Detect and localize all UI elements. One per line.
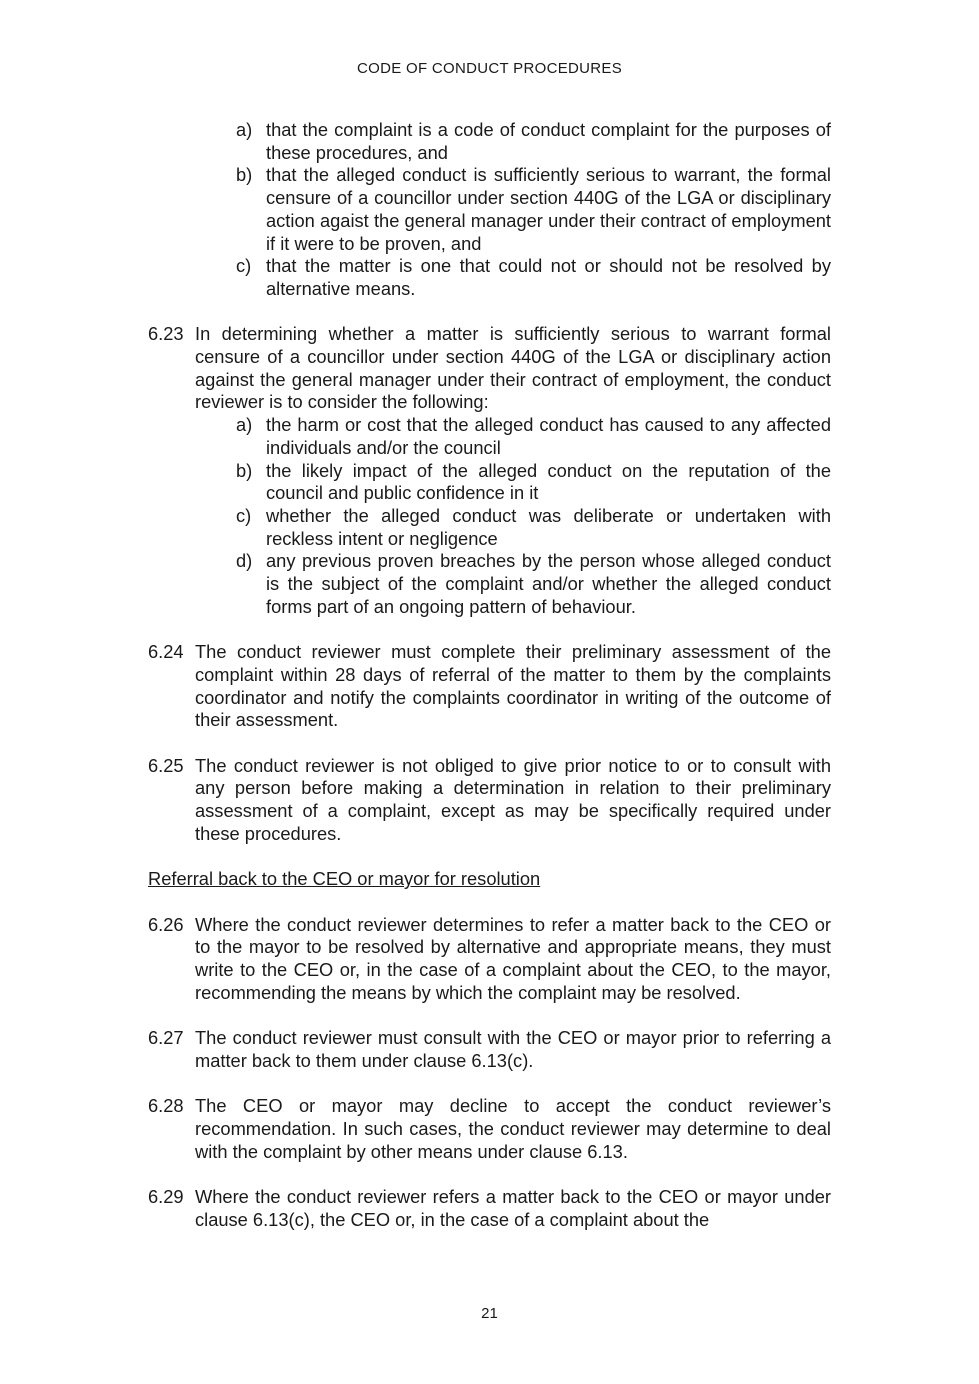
clause-text: The conduct reviewer must consult with the CEO or mayor prior to referring a matter back to them under clause 6.13(c). bbox=[195, 1027, 831, 1071]
list-item-text: the harm or cost that the alleged conduct has caused to any affected individuals and/or the council bbox=[266, 414, 831, 458]
list-item bbox=[236, 550, 831, 618]
clause-text: Where the conduct reviewer determines to refer a matter back to the CEO or to the mayor to be resolved by alternative and appropriate means, they must write to the CEO or, in the case of a complaint about the CEO, to the mayor, recommending the means by which the complaint may be resolved. bbox=[195, 913, 831, 1003]
section-heading: Referral back to the CEO or mayor for resolution bbox=[148, 868, 541, 890]
clause-6-23 bbox=[148, 323, 831, 414]
list-item-text: that the matter is one that could not or should not be resolved by alternative means. bbox=[266, 255, 831, 299]
list-item-label: a) bbox=[236, 414, 253, 436]
list-item-text: the likely impact of the alleged conduct on the reputation of the council and public confidence in it bbox=[266, 459, 831, 504]
clause-6-28 bbox=[148, 1095, 831, 1163]
list-item-label: b) bbox=[236, 459, 253, 481]
clause-number: 6.28 bbox=[148, 1095, 184, 1117]
list-item bbox=[236, 505, 831, 550]
list-item bbox=[236, 119, 831, 164]
clause-text: In determining whether a matter is sufficiently serious to warrant formal censure of a councillor under section 440G of the LGA or disciplinary action against the general manager under their contract of employment, the conduct reviewer is to consider the following: bbox=[195, 323, 831, 413]
clause-number: 6.25 bbox=[148, 754, 184, 776]
clause-number: 6.24 bbox=[148, 641, 184, 663]
list-item-label: b) bbox=[236, 164, 253, 186]
list-item-text: whether the alleged conduct was deliberate or undertaken with reckless intent or negligence bbox=[266, 504, 831, 549]
clause-6-25 bbox=[148, 755, 831, 846]
list-item-label: c) bbox=[236, 504, 252, 526]
list-item-label: a) bbox=[236, 119, 253, 140]
document-body bbox=[148, 119, 831, 1231]
list-item-text: that the alleged conduct is sufficiently serious to warrant, the formal censure of a councillor under section 440G of the LGA or disciplinary action agaist the general manager under their contract of employment if it were to be proven, and bbox=[266, 164, 831, 254]
list-item-label: c) bbox=[236, 255, 252, 277]
clause-text: Where the conduct reviewer refers a matter back to the CEO or mayor under clause 6.13(c), the CEO or, in the case of a complaint about the bbox=[195, 1185, 831, 1230]
clause-number: 6.29 bbox=[148, 1185, 184, 1207]
clause-text: The CEO or mayor may decline to accept the conduct reviewer’s recommendation. In such cases, the conduct reviewer may determine to deal with the complaint by other means under clause 6.13. bbox=[195, 1095, 831, 1162]
clause-text: The conduct reviewer is not obliged to give prior notice to or to consult with any person before making a determination in relation to their preliminary assessment of a complaint, except as may be specifically required under these procedures. bbox=[195, 754, 831, 844]
clause-number: 6.23 bbox=[148, 323, 184, 345]
clause-6-24 bbox=[148, 641, 831, 732]
clause-number: 6.26 bbox=[148, 913, 184, 935]
list-item bbox=[236, 255, 831, 300]
page-number: 21 bbox=[481, 1305, 498, 1322]
list-item-text: any previous proven breaches by the person whose alleged conduct is the subject of the complaint and/or whether the alleged conduct forms part of an ongoing pattern of behaviour. bbox=[266, 550, 831, 617]
page-header: CODE OF CONDUCT PROCEDURES bbox=[356, 60, 623, 77]
list-item-text: that the complaint is a code of conduct complaint for the purposes of these procedures, and bbox=[266, 119, 831, 163]
list-item bbox=[236, 460, 831, 505]
clause-number: 6.27 bbox=[148, 1027, 184, 1049]
criteria-list bbox=[236, 119, 831, 301]
clause-text: The conduct reviewer must complete their preliminary assessment of the complaint within 28 days of referral of the matter to them by the complaints coordinator and notify the complaints coordinator in writing of the outcome of their assessment. bbox=[195, 641, 831, 731]
list-item-label: d) bbox=[236, 550, 253, 572]
considerations-list bbox=[195, 414, 831, 618]
list-item bbox=[236, 414, 831, 459]
clause-6-26 bbox=[148, 914, 831, 1005]
clause-6-27 bbox=[148, 1027, 831, 1072]
clause-6-29 bbox=[148, 1186, 831, 1231]
list-item bbox=[236, 164, 831, 255]
